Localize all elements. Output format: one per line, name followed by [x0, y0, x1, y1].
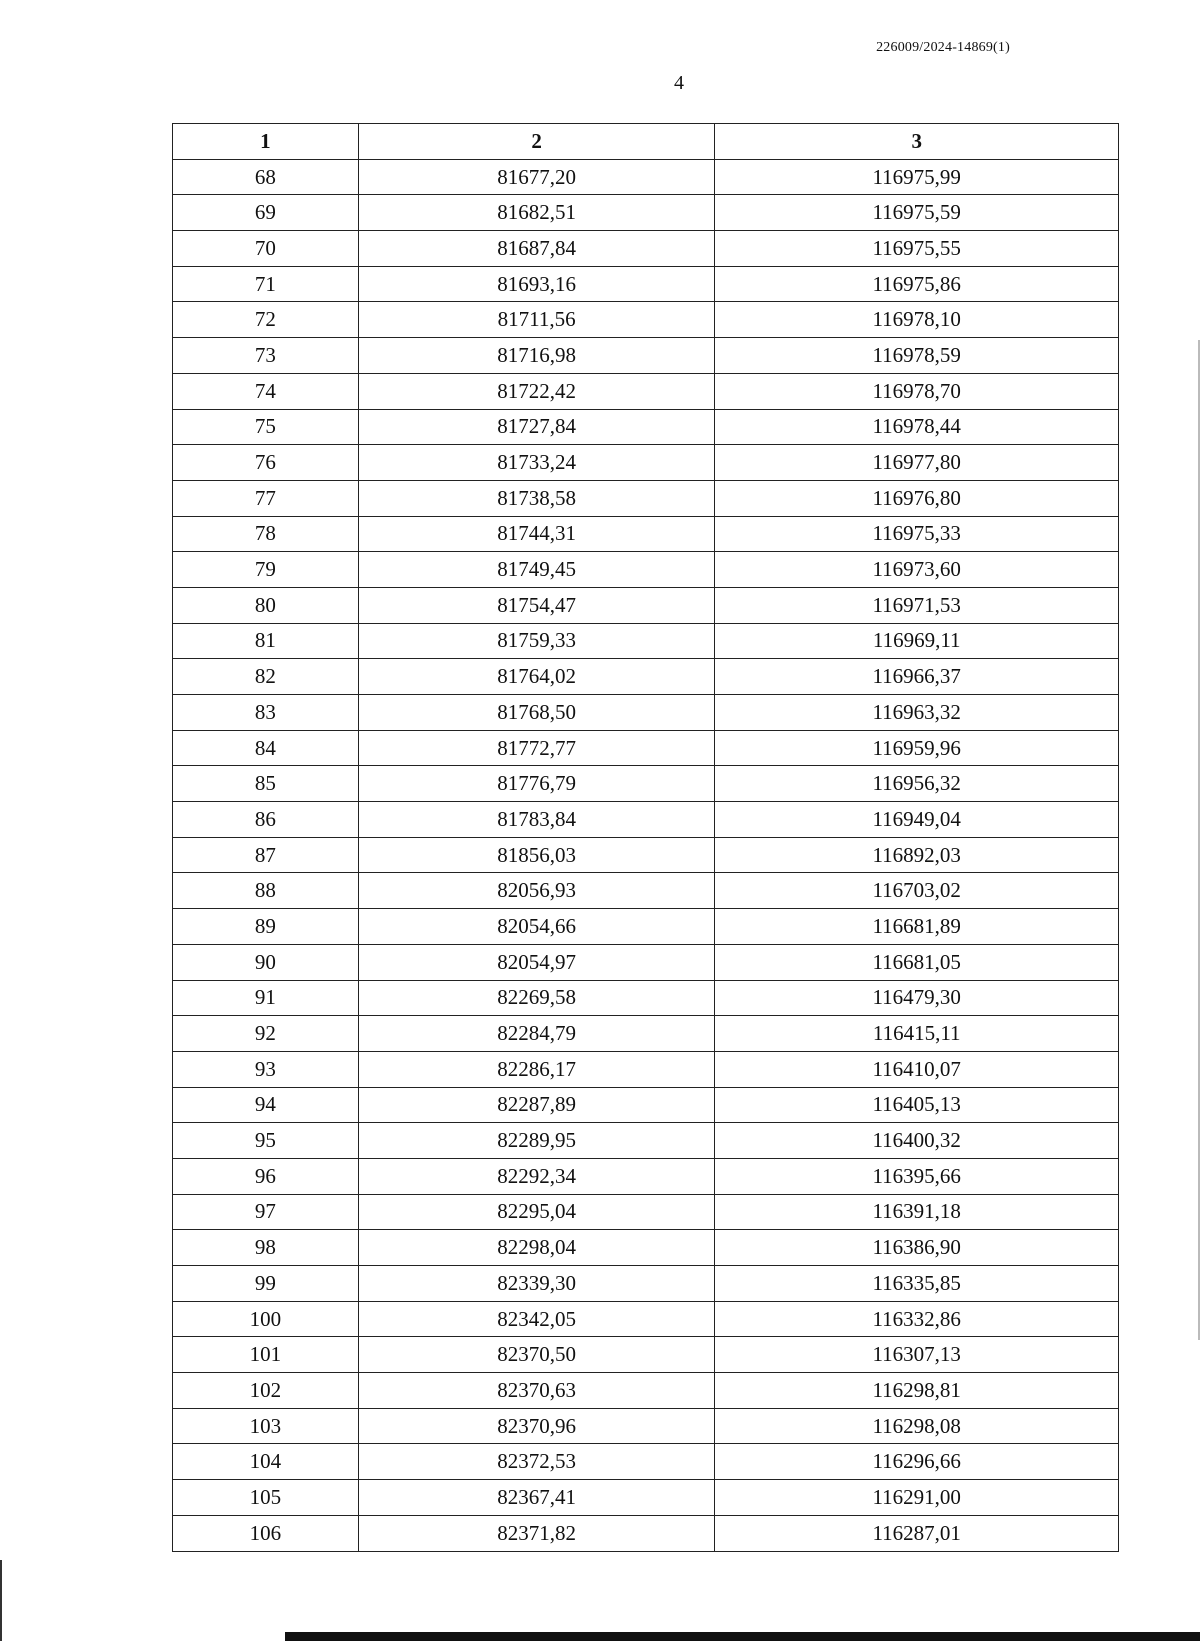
x-coordinate-cell: 81754,47 — [358, 587, 715, 623]
x-coordinate-cell: 81749,45 — [358, 552, 715, 588]
y-coordinate-cell: 116332,86 — [715, 1301, 1119, 1337]
column-header-3: 3 — [715, 124, 1119, 160]
x-coordinate-cell: 82372,53 — [358, 1444, 715, 1480]
y-coordinate-cell: 116949,04 — [715, 802, 1119, 838]
x-coordinate-cell: 82286,17 — [358, 1051, 715, 1087]
y-coordinate-cell: 116415,11 — [715, 1016, 1119, 1052]
y-coordinate-cell: 116978,44 — [715, 409, 1119, 445]
y-coordinate-cell: 116681,05 — [715, 944, 1119, 980]
x-coordinate-cell: 81687,84 — [358, 231, 715, 267]
x-coordinate-cell: 81733,24 — [358, 445, 715, 481]
y-coordinate-cell: 116298,08 — [715, 1408, 1119, 1444]
table-row — [173, 623, 1119, 659]
table-row — [173, 1337, 1119, 1373]
point-number-cell: 86 — [173, 802, 359, 838]
y-coordinate-cell: 116298,81 — [715, 1373, 1119, 1409]
x-coordinate-cell: 81776,79 — [358, 766, 715, 802]
x-coordinate-cell: 82054,66 — [358, 909, 715, 945]
y-coordinate-cell: 116892,03 — [715, 837, 1119, 873]
point-number-cell: 79 — [173, 552, 359, 588]
table-row — [173, 409, 1119, 445]
x-coordinate-cell: 82269,58 — [358, 980, 715, 1016]
table-row — [173, 231, 1119, 267]
x-coordinate-cell: 81738,58 — [358, 480, 715, 516]
table-row — [173, 802, 1119, 838]
y-coordinate-cell: 116681,89 — [715, 909, 1119, 945]
y-coordinate-cell: 116395,66 — [715, 1158, 1119, 1194]
point-number-cell: 73 — [173, 338, 359, 374]
point-number-cell: 98 — [173, 1230, 359, 1266]
table-row — [173, 730, 1119, 766]
y-coordinate-cell: 116479,30 — [715, 980, 1119, 1016]
scan-left-edge — [0, 1560, 2, 1641]
point-number-cell: 77 — [173, 480, 359, 516]
x-coordinate-cell: 82289,95 — [358, 1123, 715, 1159]
y-coordinate-cell: 116975,99 — [715, 159, 1119, 195]
table-row — [173, 1266, 1119, 1302]
table-row — [173, 195, 1119, 231]
table-row — [173, 1087, 1119, 1123]
coordinates-table — [172, 123, 1119, 1552]
point-number-cell: 71 — [173, 266, 359, 302]
table-row — [173, 1444, 1119, 1480]
y-coordinate-cell: 116703,02 — [715, 873, 1119, 909]
table-row — [173, 480, 1119, 516]
x-coordinate-cell: 81727,84 — [358, 409, 715, 445]
point-number-cell: 95 — [173, 1123, 359, 1159]
point-number-cell: 89 — [173, 909, 359, 945]
document-id: 226009/2024-14869(1) — [876, 40, 1010, 55]
x-coordinate-cell: 82371,82 — [358, 1515, 715, 1551]
x-coordinate-cell: 82367,41 — [358, 1480, 715, 1516]
point-number-cell: 88 — [173, 873, 359, 909]
page-number: 4 — [674, 72, 684, 94]
y-coordinate-cell: 116976,80 — [715, 480, 1119, 516]
table-body — [173, 159, 1119, 1551]
y-coordinate-cell: 116975,59 — [715, 195, 1119, 231]
point-number-cell: 97 — [173, 1194, 359, 1230]
point-number-cell: 90 — [173, 944, 359, 980]
y-coordinate-cell: 116386,90 — [715, 1230, 1119, 1266]
point-number-cell: 103 — [173, 1408, 359, 1444]
x-coordinate-cell: 82054,97 — [358, 944, 715, 980]
y-coordinate-cell: 116291,00 — [715, 1480, 1119, 1516]
x-coordinate-cell: 81711,56 — [358, 302, 715, 338]
y-coordinate-cell: 116971,53 — [715, 587, 1119, 623]
x-coordinate-cell: 82284,79 — [358, 1016, 715, 1052]
table-row — [173, 587, 1119, 623]
point-number-cell: 81 — [173, 623, 359, 659]
table-row — [173, 302, 1119, 338]
point-number-cell: 75 — [173, 409, 359, 445]
y-coordinate-cell: 116391,18 — [715, 1194, 1119, 1230]
x-coordinate-cell: 82370,63 — [358, 1373, 715, 1409]
point-number-cell: 106 — [173, 1515, 359, 1551]
point-number-cell: 101 — [173, 1337, 359, 1373]
y-coordinate-cell: 116963,32 — [715, 695, 1119, 731]
column-header-2: 2 — [358, 124, 715, 160]
table-row — [173, 659, 1119, 695]
point-number-cell: 94 — [173, 1087, 359, 1123]
y-coordinate-cell: 116978,10 — [715, 302, 1119, 338]
point-number-cell: 80 — [173, 587, 359, 623]
table-row — [173, 944, 1119, 980]
table-row — [173, 516, 1119, 552]
point-number-cell: 76 — [173, 445, 359, 481]
table-row — [173, 1408, 1119, 1444]
x-coordinate-cell: 81764,02 — [358, 659, 715, 695]
table-row — [173, 1230, 1119, 1266]
x-coordinate-cell: 82342,05 — [358, 1301, 715, 1337]
y-coordinate-cell: 116975,55 — [715, 231, 1119, 267]
y-coordinate-cell: 116975,86 — [715, 266, 1119, 302]
point-number-cell: 84 — [173, 730, 359, 766]
x-coordinate-cell: 81768,50 — [358, 695, 715, 731]
x-coordinate-cell: 81759,33 — [358, 623, 715, 659]
x-coordinate-cell: 81693,16 — [358, 266, 715, 302]
table-row — [173, 1123, 1119, 1159]
table-row — [173, 159, 1119, 195]
table-row — [173, 1016, 1119, 1052]
point-number-cell: 74 — [173, 373, 359, 409]
y-coordinate-cell: 116978,70 — [715, 373, 1119, 409]
x-coordinate-cell: 82298,04 — [358, 1230, 715, 1266]
x-coordinate-cell: 82295,04 — [358, 1194, 715, 1230]
table-header-row — [173, 124, 1119, 160]
table-row — [173, 1373, 1119, 1409]
point-number-cell: 78 — [173, 516, 359, 552]
table-row — [173, 1515, 1119, 1551]
point-number-cell: 69 — [173, 195, 359, 231]
table-row — [173, 445, 1119, 481]
x-coordinate-cell: 81682,51 — [358, 195, 715, 231]
x-coordinate-cell: 81744,31 — [358, 516, 715, 552]
table-row — [173, 1051, 1119, 1087]
point-number-cell: 68 — [173, 159, 359, 195]
y-coordinate-cell: 116977,80 — [715, 445, 1119, 481]
column-header-1: 1 — [173, 124, 359, 160]
x-coordinate-cell: 82370,50 — [358, 1337, 715, 1373]
x-coordinate-cell: 81783,84 — [358, 802, 715, 838]
table-row — [173, 695, 1119, 731]
point-number-cell: 96 — [173, 1158, 359, 1194]
y-coordinate-cell: 116335,85 — [715, 1266, 1119, 1302]
y-coordinate-cell: 116969,11 — [715, 623, 1119, 659]
x-coordinate-cell: 82339,30 — [358, 1266, 715, 1302]
x-coordinate-cell: 81772,77 — [358, 730, 715, 766]
x-coordinate-cell: 82370,96 — [358, 1408, 715, 1444]
point-number-cell: 87 — [173, 837, 359, 873]
table-row — [173, 909, 1119, 945]
y-coordinate-cell: 116959,96 — [715, 730, 1119, 766]
point-number-cell: 72 — [173, 302, 359, 338]
table-row — [173, 1194, 1119, 1230]
point-number-cell: 102 — [173, 1373, 359, 1409]
point-number-cell: 92 — [173, 1016, 359, 1052]
x-coordinate-cell: 82056,93 — [358, 873, 715, 909]
x-coordinate-cell: 82292,34 — [358, 1158, 715, 1194]
point-number-cell: 104 — [173, 1444, 359, 1480]
table-row — [173, 837, 1119, 873]
y-coordinate-cell: 116966,37 — [715, 659, 1119, 695]
x-coordinate-cell: 81677,20 — [358, 159, 715, 195]
point-number-cell: 82 — [173, 659, 359, 695]
x-coordinate-cell: 81856,03 — [358, 837, 715, 873]
point-number-cell: 100 — [173, 1301, 359, 1337]
table-row — [173, 873, 1119, 909]
point-number-cell: 70 — [173, 231, 359, 267]
table-row — [173, 980, 1119, 1016]
y-coordinate-cell: 116956,32 — [715, 766, 1119, 802]
y-coordinate-cell: 116307,13 — [715, 1337, 1119, 1373]
x-coordinate-cell: 81716,98 — [358, 338, 715, 374]
table-row — [173, 766, 1119, 802]
point-number-cell: 85 — [173, 766, 359, 802]
scan-bottom-edge — [285, 1632, 1200, 1641]
x-coordinate-cell: 82287,89 — [358, 1087, 715, 1123]
y-coordinate-cell: 116410,07 — [715, 1051, 1119, 1087]
table-row — [173, 338, 1119, 374]
point-number-cell: 83 — [173, 695, 359, 731]
y-coordinate-cell: 116287,01 — [715, 1515, 1119, 1551]
y-coordinate-cell: 116400,32 — [715, 1123, 1119, 1159]
y-coordinate-cell: 116973,60 — [715, 552, 1119, 588]
point-number-cell: 99 — [173, 1266, 359, 1302]
table-row — [173, 266, 1119, 302]
point-number-cell: 93 — [173, 1051, 359, 1087]
x-coordinate-cell: 81722,42 — [358, 373, 715, 409]
table-row — [173, 1158, 1119, 1194]
y-coordinate-cell: 116405,13 — [715, 1087, 1119, 1123]
point-number-cell: 105 — [173, 1480, 359, 1516]
table-row — [173, 552, 1119, 588]
y-coordinate-cell: 116296,66 — [715, 1444, 1119, 1480]
table-row — [173, 1480, 1119, 1516]
y-coordinate-cell: 116978,59 — [715, 338, 1119, 374]
table-row — [173, 1301, 1119, 1337]
table-row — [173, 373, 1119, 409]
y-coordinate-cell: 116975,33 — [715, 516, 1119, 552]
point-number-cell: 91 — [173, 980, 359, 1016]
